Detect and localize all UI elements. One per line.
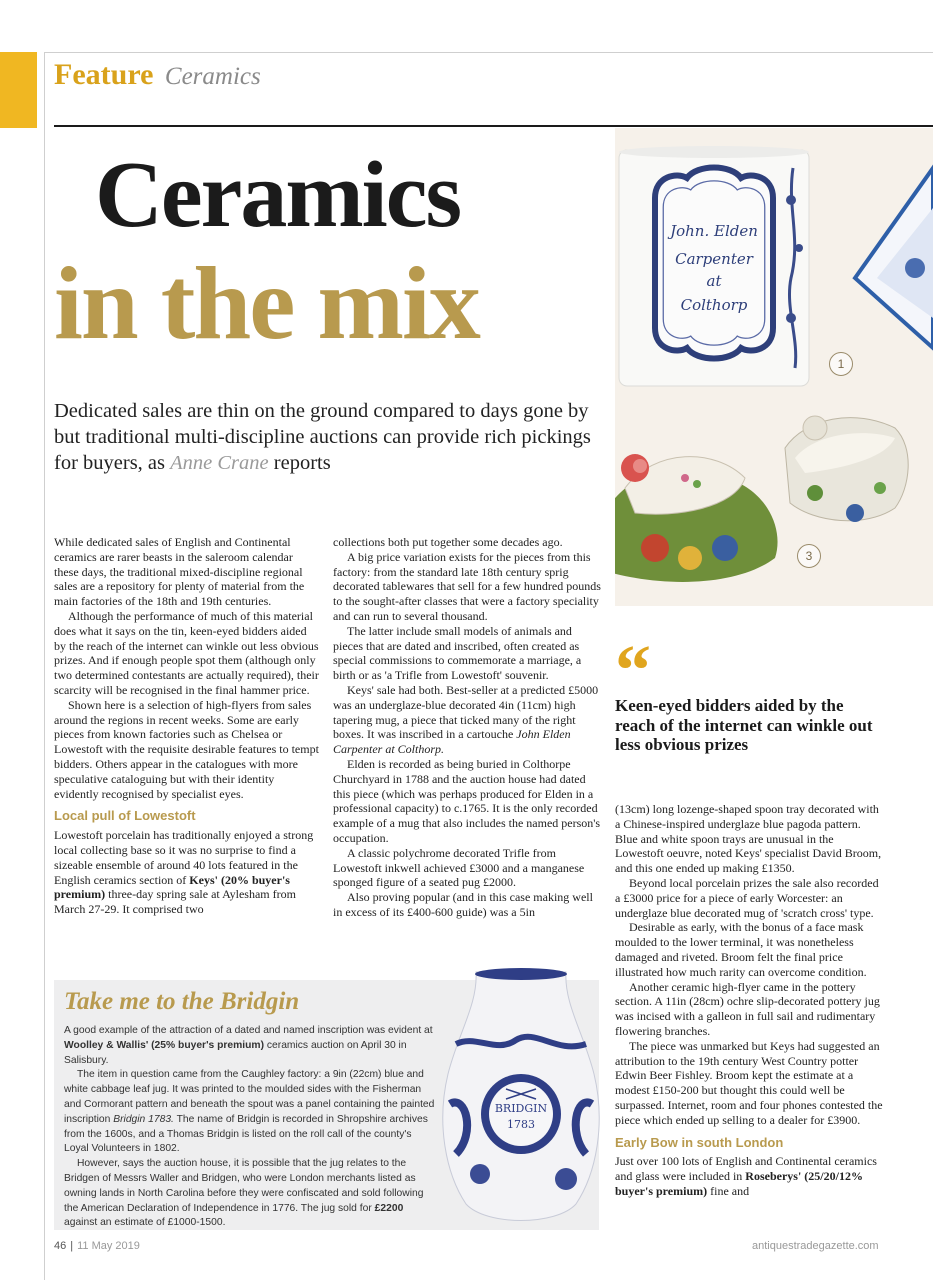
jug-inscription-italic: Bridgin 1783. [113, 1113, 174, 1125]
site-url: antiquestradegazette.com [752, 1240, 879, 1252]
issue-date: 11 May 2019 [77, 1240, 140, 1252]
mug-line1: John. Elden [670, 222, 758, 240]
section-kicker [54, 58, 261, 92]
box-p2-text: The item in question came from the Caughley factory: a 9in (22cm) blue and white cabbage leaf jug. It was printed to the moulded sides with the Fisherman and Cormorant pattern and beneath the spout was a panel containing the painted inscription [64, 1069, 435, 1125]
col2-paragraph: A big price variation exists for the pieces from this factory: from the standard late 18th century sprig decorated tablewares that sell for a few hundred pounds to the sought-after classes that were a factory speciality and can run to several thousand. [333, 549, 601, 623]
box-paragraph [64, 1024, 436, 1068]
standfirst [54, 398, 594, 476]
body-column-2 [333, 535, 601, 920]
section-tab [0, 52, 37, 128]
col3-paragraph: Desirable as early, with the bonus of a face mask moulded to the lower terminal, it was nonetheless damaged and riveted. Broom felt the final price illustrated how much rarity can overcome condition. [615, 920, 867, 979]
photo-badge-3: 3 [797, 544, 821, 568]
body-column-3 [615, 802, 883, 1199]
col1-paragraph: While dedicated sales of English and Continental ceramics are rarer beasts in the saleroom calendar these days, the traditional mixed-discipline regional sales are a repository for plenty of material from the main factories of the 18th and 19th centuries. [54, 535, 305, 609]
jug-photo [436, 964, 606, 1230]
col3-paragraph: The piece was unmarked but Keys had suggested an attribution to the 19th century West Country potter Edwin Beer Fishley. Broom kept the estimate at a modest £150-200 but thought this could well be surpassed. Internet, room and four phones contested the piece which ended up selling to a dealer for £3900. [615, 1038, 883, 1127]
jug-price: £2200 [374, 1202, 404, 1214]
headline-line1: Ceramics [95, 143, 461, 247]
col2-paragraph: collections both put together some decades ago. [333, 535, 563, 549]
jug-inscription-line2: 1783 [507, 1118, 535, 1131]
col3-paragraph [615, 1154, 883, 1198]
subhead-lowestoft: Local pull of Lowestoft [54, 808, 196, 824]
box-p1-text: A good example of the attraction of a dated and named inscription was evident at [64, 1025, 433, 1036]
mug-inscription-italic: John Elden Carpenter at Colthorp. [333, 727, 571, 757]
page-number: 46 [54, 1240, 67, 1252]
kicker-topic: Ceramics [164, 63, 261, 90]
margin-rule [44, 52, 45, 1280]
col3-paragraph: (13cm) long lozenge-shaped spoon tray decorated with a Chinese-inspired underglaze blue pagoda pattern. Blue and white spoon trays are unusual in the Lowestoft oeuvre, noted Keys' specialist David Broom, and this one ended up making £1350. [615, 802, 882, 876]
col3-p6-tail: fine and [710, 1183, 750, 1198]
pull-quote: Keen-eyed bidders aided by the reach of the internet can winkle out less obvious prizes [615, 696, 873, 754]
col2-paragraph: Elden is recorded as being buried in Colthorpe Churchyard in 1788 and the auction house had dated this piece (which was perhaps produced for Elden in a professional capacity) to c.1765. It is the only recorded example of a mug that also includes the named person's occupation. [333, 756, 601, 845]
page-footer [54, 1240, 140, 1252]
top-rule [44, 52, 933, 53]
col2-paragraph: A classic polychrome decorated Trifle from Lowestoft inkwell achieved £3000 and a manganese sponged figure of a seated pug £2000. [333, 845, 585, 890]
col1-paragraph: Shown here is a selection of high-flyers from sales around the regions in recent weeks. Some are early pieces from known factories such as Chelsea or Lowestoft with the requisite desirable features to tempt bidders. Others appear in the catalogues with more speculative cataloguing but with their identity evidently recognised by specialist eyes. [54, 697, 319, 801]
kicker-section: Feature [54, 58, 154, 91]
mug-line2: Carpenter [675, 250, 753, 268]
auction-house-keys: Keys' (20% buyer's premium) [54, 872, 290, 902]
auction-house-roseberys: Roseberys' (25/20/12% buyer's premium) [615, 1169, 863, 1198]
box-paragraph [64, 1068, 436, 1157]
col3-p6-text: Just over 100 lots of English and Continental ceramics and glass were included in [615, 1154, 877, 1184]
box-title: Take me to the Bridgin [64, 988, 300, 1015]
subhead-early-bow: Early Bow in south London [615, 1134, 784, 1150]
body-column-1 [54, 535, 320, 917]
col2-paragraph: The latter include small models of animals and pieces that are dated and inscribed, often created as special commissions to commemorate a marriage, a birth or as 'a Trifle from Lowestoft' souvenir. [333, 623, 582, 683]
col1-p4-text: Lowestoft porcelain has traditionally enjoyed a strong local collecting base so it was no surprise to find a sizeable ensemble of around 40 lots featured in the English ceramics section of [54, 828, 314, 887]
box-p3-text: However, says the auction house, it is possible that the jug relates to the Bridgen of Messrs Waller and Bridgen, who were London merchants listed as owning lands in North Carolina before they were confiscated and sold following the American Declaration of Independence in 1776. The jug sold for [64, 1158, 424, 1214]
col2-p4-text: Keys' sale had both. Best-seller at a predicted £5000 was an underglaze-blue decorated 4in (11cm) high tapering mug, a piece that ticked many of the right boxes. It was inscribed in a cartouche [333, 682, 599, 742]
box-p2-tail: The name of Bridgin is recorded in Shropshire archives from the 1600s, and a Thomas Bridgin is listed on the roll call of the county's Loyal Volunteers in 1802. [64, 1113, 428, 1155]
header-rule [54, 125, 933, 127]
col1-paragraph [54, 828, 320, 917]
quote-mark-icon: “ [615, 630, 651, 710]
box-p3-tail: against an estimate of £1000-1500. [64, 1217, 226, 1229]
jug-inscription-line1: BRIDGIN [494, 1102, 548, 1115]
col3-paragraph: Another ceramic high-flyer came in the pottery section. A 11in (28cm) ochre slip-decorated pottery jug was incised with a galleon in full sail and rudimentary flowering branches. [615, 979, 880, 1038]
ceramics-photo [615, 128, 933, 606]
box-paragraph [64, 1157, 436, 1231]
photo-badge-1: 1 [829, 352, 853, 376]
byline: Anne Crane [170, 452, 269, 474]
headline-line2: in the mix [54, 246, 479, 361]
photo-panel [615, 128, 933, 606]
box-body [64, 1024, 436, 1231]
auction-house-woolley: Woolley & Wallis' (25% buyer's premium) [64, 1039, 265, 1051]
standfirst-text: Dedicated sales are thin on the ground compared to days gone by but traditional multi-discipline auctions can provide rich pickings for buyers, as [54, 400, 591, 474]
mug-line4: Colthorp [680, 296, 748, 314]
footer-divider: | [70, 1240, 74, 1252]
box-p1-tail: ceramics auction on April 30 in Salisbury. [64, 1039, 407, 1066]
col2-paragraph: Also proving popular (and in this case making well in excess of its £400-600 guide) was a 5in [333, 890, 593, 919]
standfirst-tail: reports [273, 452, 331, 474]
col1-p4-tail: three-day spring sale at Aylesham from March 27-29. It comprised two [54, 887, 296, 917]
mug-line3: at [706, 272, 722, 290]
col3-paragraph: Beyond local porcelain prizes the sale also recorded a £3000 price for a piece of early Worcester: an underglaze blue decorated mug of 'scratch cross' type. [615, 875, 879, 920]
col1-paragraph: Although the performance of much of this material does what it says on the tin, keen-eyed bidders aided by the reach of the internet can winkle out less obvious prizes. And if enough people spot them (although only two determined contestants are actually required), their scarcity will be recognised in the final hammer price. [54, 608, 319, 697]
col2-paragraph [333, 683, 601, 757]
